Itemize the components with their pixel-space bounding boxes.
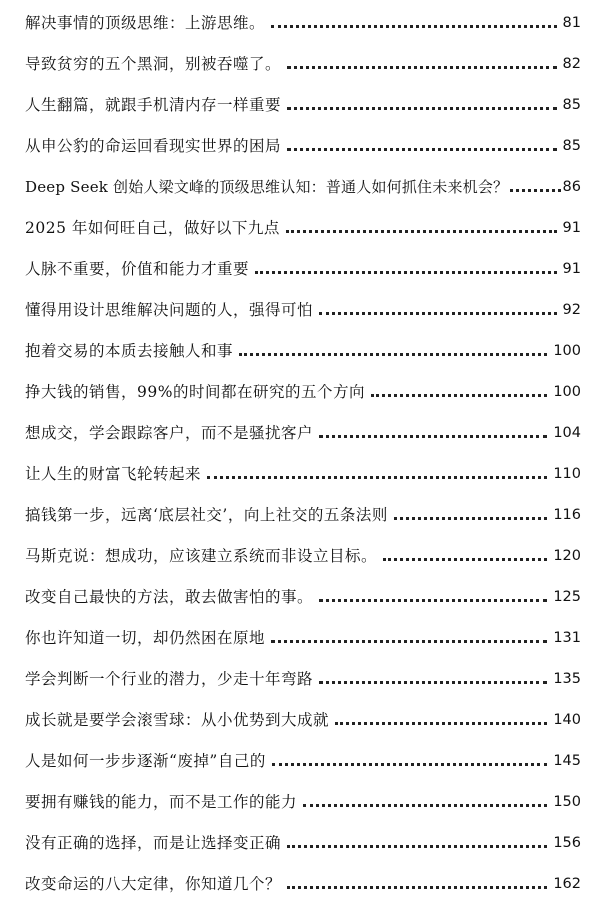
toc-entry-title: 人是如何一步步逐渐“废掉”自己的 [25,752,266,770]
toc-entry-page: 104 [553,425,581,441]
toc-entry[interactable] [25,256,581,280]
toc-entry-title: 人脉不重要，价值和能力才重要 [25,260,250,278]
dot-leader [303,804,547,807]
dot-leader [287,886,547,889]
toc-entry-page: 156 [553,835,581,851]
toc-entry-title: 2025 年如何旺自己，做好以下九点 [25,219,280,237]
toc-entry[interactable] [25,625,581,649]
toc-entry[interactable] [25,297,581,321]
toc-entry[interactable] [25,871,581,895]
toc-entry-title: 挣大钱的销售，99%的时间都在研究的五个方向 [25,383,365,401]
toc-entry-title: 成长就是要学会滚雪球：从小优势到大成就 [25,711,330,729]
toc-entry-page: 100 [553,384,581,400]
toc-entry[interactable] [25,10,581,34]
toc-entry[interactable] [25,133,581,157]
dot-leader [394,517,547,520]
toc-entry-title: 搞钱第一步，远离‘底层社交’，向上社交的五条法则 [25,506,388,524]
toc-entry-page: 110 [553,466,581,482]
toc-entry-title: 学会判断一个行业的潜力，少走十年弯路 [25,670,314,688]
toc-entry[interactable] [25,584,581,608]
toc-entry[interactable] [25,502,581,526]
toc-entry-page: 150 [553,794,581,810]
dot-leader [510,189,560,192]
toc-entry[interactable] [25,666,581,690]
dot-leader [287,107,557,110]
dot-leader [371,394,547,397]
toc-entry-title: 从申公豹的命运回看现实世界的困局 [25,137,282,155]
toc-entry-page: 85 [562,138,581,154]
dot-leader [255,271,557,274]
toc-entry[interactable] [25,215,581,239]
toc-entry-page: 135 [553,671,581,687]
toc-entry[interactable] [25,461,581,485]
toc-entry-title: 懂得用设计思维解决问题的人，强得可怕 [25,301,314,319]
toc-entry-title: 抱着交易的本质去接触人和事 [25,342,234,360]
toc-entry-page: 120 [553,548,581,564]
toc-entry[interactable] [25,748,581,772]
toc-entry[interactable] [25,92,581,116]
toc-entry-page: 91 [562,261,581,277]
toc-entry-page: 131 [553,630,581,646]
toc-entry-title: 导致贫穷的五个黑洞，别被吞噬了。 [25,55,282,73]
toc-entry[interactable] [25,420,581,444]
toc-entry[interactable] [25,830,581,854]
toc-entry-title: 让人生的财富飞轮转起来 [25,465,202,483]
toc-entry-title: 改变命运的八大定律，你知道几个？ [25,875,282,893]
toc-entry-title: 改变自己最快的方法，敢去做害怕的事。 [25,588,314,606]
toc-entry[interactable] [25,51,581,75]
toc-entry-page: 86 [562,179,581,195]
toc-entry[interactable] [25,338,581,362]
toc-entry-page: 116 [553,507,581,523]
dot-leader [287,845,547,848]
toc-entry-page: 85 [562,97,581,113]
toc-entry-title: 没有正确的选择，而是让选择变正确 [25,834,282,852]
toc-entry-title: 解决事情的顶级思维：上游思维。 [25,14,266,32]
dot-leader [271,640,547,643]
toc-entry-title: 马斯克说：想成功，应该建立系统而非设立目标。 [25,547,378,565]
toc-entry-title: Deep Seek 创始人梁文峰的顶级思维认知：普通人如何抓住未来机会？ [25,178,509,196]
toc-entry-page: 92 [562,302,581,318]
dot-leader [287,148,557,151]
toc-entry-title: 你也许知道一切，却仍然困在原地 [25,629,266,647]
dot-leader [319,599,547,602]
dot-leader [207,476,547,479]
toc-entry-page: 91 [562,220,581,236]
dot-leader [271,25,557,28]
toc-entry-page: 162 [553,876,581,892]
dot-leader [319,435,547,438]
toc-entry-page: 82 [562,56,581,72]
toc-entry[interactable] [25,543,581,567]
toc-entry-title: 人生翻篇，就跟手机清内存一样重要 [25,96,282,114]
toc-entry-title: 想成交，学会跟踪客户，而不是骚扰客户 [25,424,314,442]
dot-leader [239,353,547,356]
toc-entry[interactable] [25,174,581,198]
toc-entry-page: 81 [562,15,581,31]
dot-leader [287,66,557,69]
dot-leader [272,763,547,766]
toc-entry[interactable] [25,789,581,813]
toc-entry-title: 要拥有赚钱的能力，而不是工作的能力 [25,793,298,811]
toc-entry-page: 125 [553,589,581,605]
dot-leader [383,558,547,561]
toc-entry-page: 145 [553,753,581,769]
toc-entry[interactable] [25,707,581,731]
dot-leader [335,722,547,725]
toc-entry[interactable] [25,379,581,403]
toc-entry-page: 140 [553,712,581,728]
dot-leader [319,681,547,684]
toc-entry-page: 100 [553,343,581,359]
dot-leader [286,230,557,233]
dot-leader [319,312,557,315]
